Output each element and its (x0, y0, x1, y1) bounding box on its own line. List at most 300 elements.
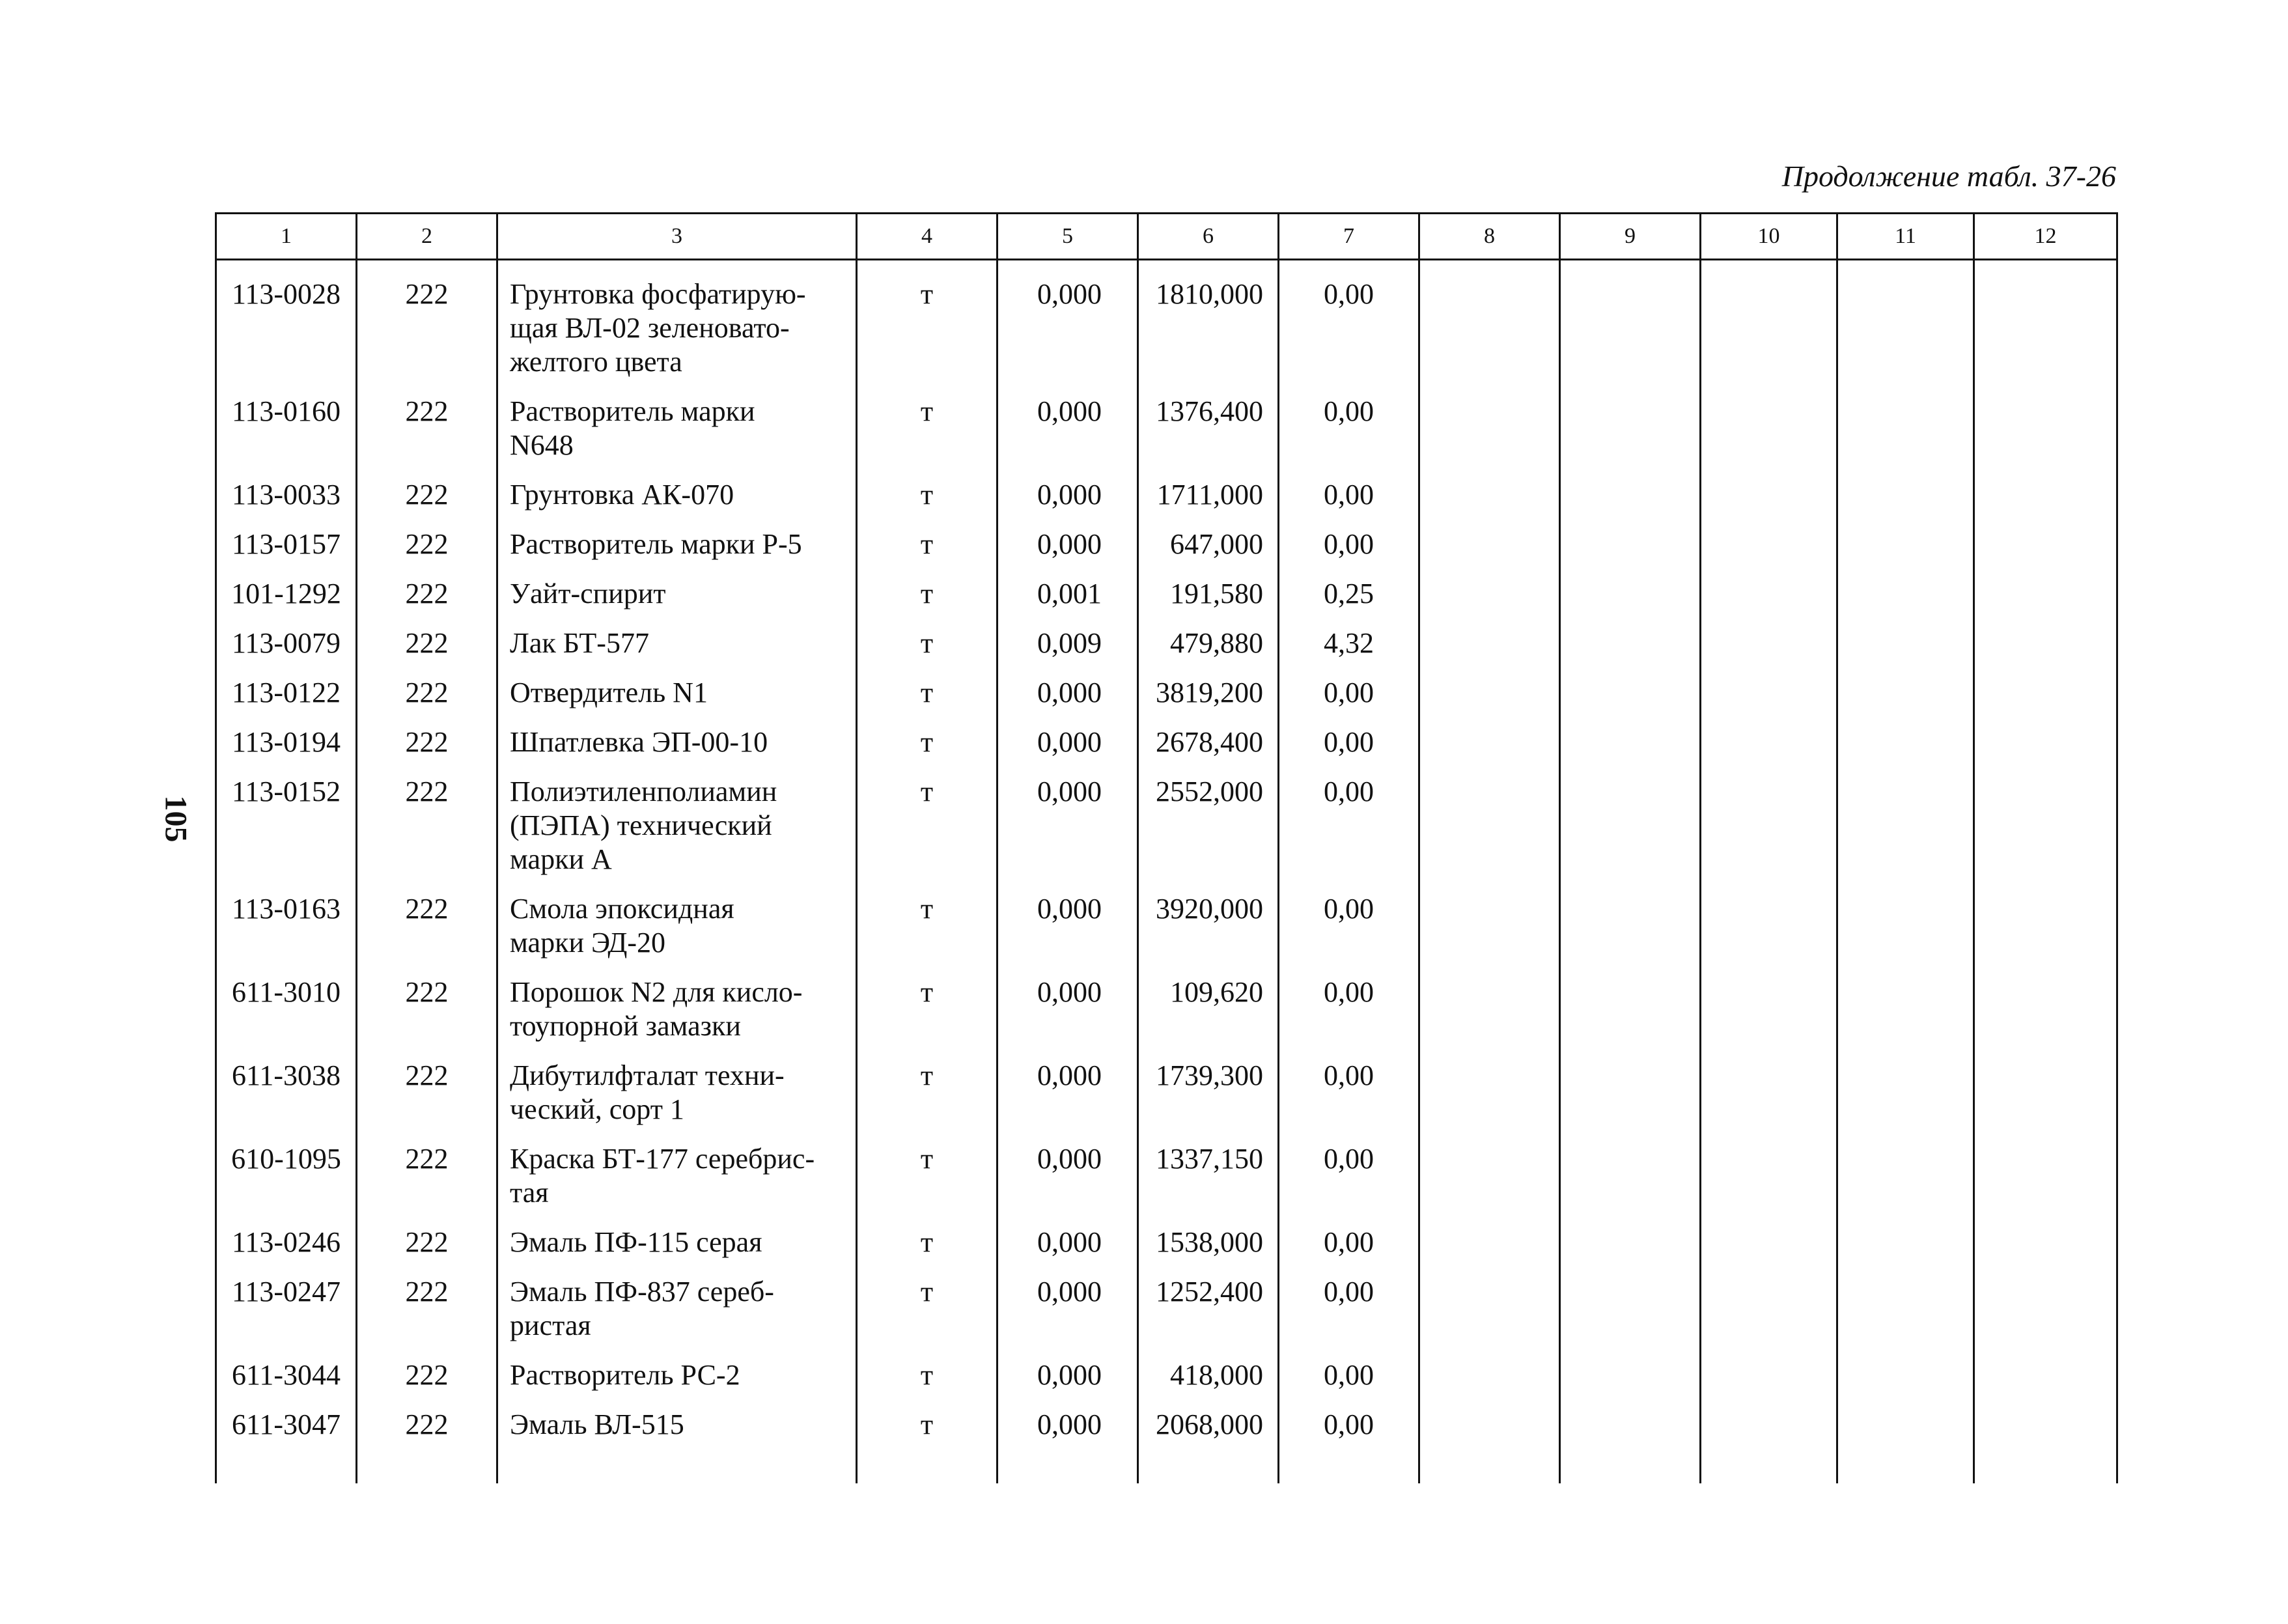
material-code: 610-1095 (231, 1143, 341, 1175)
cost-cell (1279, 395, 1419, 478)
material-code: 113-0194 (231, 726, 341, 758)
empty-cell (857, 1457, 998, 1483)
cost-cell (1279, 1275, 1419, 1358)
empty-cell (1701, 892, 1837, 975)
material-name-cell (497, 775, 857, 892)
unit-price-cell (1138, 260, 1279, 395)
empty-cell (1560, 676, 1701, 725)
column-header: 9 (1560, 214, 1701, 260)
unit-price: 1711,000 (1156, 479, 1263, 511)
group-code: 222 (405, 627, 449, 659)
empty-cell (1560, 892, 1701, 975)
empty-cell (1974, 775, 2117, 892)
empty-cell (1419, 1059, 1560, 1142)
unit: т (920, 1143, 934, 1175)
material-code-cell (216, 395, 357, 478)
empty-cell (1560, 260, 1701, 395)
material-name-cell (497, 1225, 857, 1275)
column-header: 6 (1138, 214, 1279, 260)
unit-price-cell (1138, 1358, 1279, 1408)
empty-cell (1837, 395, 1974, 478)
material-name: Растворитель марки N648 (510, 395, 755, 461)
empty-cell (1701, 260, 1837, 395)
unit: т (920, 578, 934, 609)
material-name-cell (497, 527, 857, 577)
cost: 0,00 (1324, 528, 1374, 560)
empty-cell (1974, 1358, 2117, 1408)
unit: т (920, 1408, 934, 1440)
quantity: 0,001 (1037, 578, 1102, 609)
unit-price: 1252,400 (1156, 1276, 1263, 1308)
unit-price: 191,580 (1170, 578, 1263, 609)
table-row (216, 478, 2117, 527)
material-code: 113-0079 (231, 627, 341, 659)
empty-cell (1701, 975, 1837, 1059)
table-filler-row (216, 1457, 2117, 1483)
empty-cell (1701, 676, 1837, 725)
unit-cell (857, 1408, 998, 1457)
material-name: Лак БТ-577 (510, 627, 649, 659)
unit-price: 3819,200 (1156, 677, 1263, 708)
unit-price: 647,000 (1170, 528, 1263, 560)
group-code: 222 (405, 893, 449, 925)
cost-cell (1279, 1358, 1419, 1408)
cost: 0,00 (1324, 677, 1374, 708)
empty-cell (1419, 1142, 1560, 1225)
unit-cell (857, 260, 998, 395)
empty-cell (1837, 1059, 1974, 1142)
material-name: Эмаль ПФ-837 сереб- ристая (510, 1276, 774, 1341)
table-row (216, 395, 2117, 478)
unit-price-cell (1138, 478, 1279, 527)
unit-cell (857, 395, 998, 478)
table-row (216, 725, 2117, 775)
quantity: 0,000 (1037, 726, 1102, 758)
group-code-cell (357, 1358, 497, 1408)
material-code: 113-0163 (231, 893, 341, 925)
material-code-cell (216, 1142, 357, 1225)
cost: 0,00 (1324, 1408, 1374, 1440)
unit-price: 1739,300 (1156, 1059, 1263, 1091)
group-code: 222 (405, 677, 449, 708)
empty-cell (1419, 775, 1560, 892)
group-code: 222 (405, 578, 449, 609)
group-code: 222 (405, 1059, 449, 1091)
table-row (216, 626, 2117, 676)
empty-cell (1837, 1457, 1974, 1483)
cost: 0,00 (1324, 1359, 1374, 1391)
material-code-cell (216, 1225, 357, 1275)
empty-cell (1701, 1059, 1837, 1142)
quantity: 0,000 (1037, 278, 1102, 310)
material-code: 611-3010 (231, 976, 341, 1008)
material-code-cell (216, 676, 357, 725)
group-code: 222 (405, 1226, 449, 1258)
material-code-cell (216, 577, 357, 626)
quantity-cell (998, 1358, 1138, 1408)
material-code-cell (216, 626, 357, 676)
quantity: 0,000 (1037, 1143, 1102, 1175)
cost-cell (1279, 478, 1419, 527)
empty-cell (1560, 626, 1701, 676)
material-name-cell (497, 1275, 857, 1358)
unit-price-cell (1138, 577, 1279, 626)
table-row (216, 260, 2117, 395)
empty-cell (1974, 1408, 2117, 1457)
quantity: 0,000 (1037, 395, 1102, 427)
cost-cell (1279, 1142, 1419, 1225)
material-code: 113-0157 (231, 528, 341, 560)
quantity: 0,000 (1037, 976, 1102, 1008)
material-code-cell (216, 775, 357, 892)
table-row (216, 1408, 2117, 1457)
empty-cell (998, 1457, 1138, 1483)
quantity: 0,000 (1037, 479, 1102, 511)
unit-price: 109,620 (1170, 976, 1263, 1008)
material-name: Полиэтиленполиамин (ПЭПА) технический марки А (510, 776, 777, 875)
table-row (216, 577, 2117, 626)
unit: т (920, 776, 934, 807)
unit-price: 1810,000 (1156, 278, 1263, 310)
empty-cell (1701, 725, 1837, 775)
group-code-cell (357, 975, 497, 1059)
material-name-cell (497, 626, 857, 676)
empty-cell (1974, 478, 2117, 527)
cost: 0,00 (1324, 726, 1374, 758)
table-caption: Продолжение табл. 37-26 (1781, 160, 2116, 193)
empty-cell (1560, 395, 1701, 478)
cost: 0,00 (1324, 1226, 1374, 1258)
material-code-cell (216, 725, 357, 775)
empty-cell (1419, 676, 1560, 725)
table-row (216, 676, 2117, 725)
material-name: Уайт-спирит (510, 578, 666, 609)
empty-cell (1701, 1275, 1837, 1358)
unit-price: 1376,400 (1156, 395, 1263, 427)
material-name-cell (497, 975, 857, 1059)
unit: т (920, 278, 934, 310)
column-header: 1 (216, 214, 357, 260)
empty-cell (1701, 395, 1837, 478)
material-code: 611-3038 (231, 1059, 341, 1091)
empty-cell (1419, 1457, 1560, 1483)
group-code: 222 (405, 395, 449, 427)
empty-cell (1837, 527, 1974, 577)
unit-cell (857, 1142, 998, 1225)
quantity: 0,000 (1037, 1276, 1102, 1308)
table-row (216, 1358, 2117, 1408)
table-row (216, 975, 2117, 1059)
empty-cell (216, 1457, 357, 1483)
cost-cell (1279, 527, 1419, 577)
empty-cell (1837, 626, 1974, 676)
cost-cell (1279, 1059, 1419, 1142)
column-header: 12 (1974, 214, 2117, 260)
header-row (216, 214, 2117, 260)
unit-price: 3920,000 (1156, 893, 1263, 925)
quantity: 0,000 (1037, 1059, 1102, 1091)
quantity-cell (998, 577, 1138, 626)
cost: 0,00 (1324, 278, 1374, 310)
empty-cell (1701, 1358, 1837, 1408)
cost-cell (1279, 725, 1419, 775)
empty-cell (1837, 676, 1974, 725)
quantity-cell (998, 676, 1138, 725)
unit-price: 2068,000 (1156, 1408, 1263, 1440)
empty-cell (1974, 892, 2117, 975)
unit-price: 2552,000 (1156, 776, 1263, 807)
material-name-cell (497, 1358, 857, 1408)
unit-cell (857, 725, 998, 775)
unit-price-cell (1138, 1408, 1279, 1457)
material-name-cell (497, 478, 857, 527)
cost-cell (1279, 975, 1419, 1059)
group-code: 222 (405, 528, 449, 560)
cost-cell (1279, 1225, 1419, 1275)
material-code-cell (216, 1275, 357, 1358)
empty-cell (1701, 1457, 1837, 1483)
unit-price-cell (1138, 775, 1279, 892)
quantity: 0,000 (1037, 1226, 1102, 1258)
group-code: 222 (405, 1276, 449, 1308)
unit-price-cell (1138, 892, 1279, 975)
empty-cell (1419, 1408, 1560, 1457)
cost: 4,32 (1324, 627, 1374, 659)
column-header: 4 (857, 214, 998, 260)
unit: т (920, 479, 934, 511)
empty-cell (1837, 1142, 1974, 1225)
empty-cell (1560, 775, 1701, 892)
unit-cell (857, 892, 998, 975)
empty-cell (497, 1457, 857, 1483)
unit-cell (857, 975, 998, 1059)
material-code: 101-1292 (231, 578, 341, 609)
empty-cell (1419, 626, 1560, 676)
cost: 0,00 (1324, 479, 1374, 511)
unit-cell (857, 775, 998, 892)
material-code: 113-0033 (231, 479, 341, 511)
unit: т (920, 395, 934, 427)
empty-cell (1419, 260, 1560, 395)
material-code: 611-3044 (231, 1359, 341, 1391)
cost: 0,00 (1324, 776, 1374, 807)
unit-price: 479,880 (1170, 627, 1263, 659)
empty-cell (1560, 1225, 1701, 1275)
material-code-cell (216, 260, 357, 395)
quantity-cell (998, 478, 1138, 527)
material-name-cell (497, 577, 857, 626)
column-header: 2 (357, 214, 497, 260)
column-header: 5 (998, 214, 1138, 260)
material-name-cell (497, 725, 857, 775)
material-code: 611-3047 (231, 1408, 341, 1440)
group-code: 222 (405, 479, 449, 511)
material-name: Отвердитель N1 (510, 677, 708, 708)
quantity-cell (998, 1059, 1138, 1142)
cost-cell (1279, 676, 1419, 725)
table-row (216, 1142, 2117, 1225)
material-name: Грунтовка фосфатирую- щая ВЛ-02 зеленовато- желтого цвета (510, 278, 806, 378)
empty-cell (1974, 395, 2117, 478)
group-code: 222 (405, 1359, 449, 1391)
group-code-cell (357, 260, 497, 395)
empty-cell (1837, 725, 1974, 775)
unit: т (920, 528, 934, 560)
group-code-cell (357, 1225, 497, 1275)
unit-cell (857, 676, 998, 725)
group-code-cell (357, 1275, 497, 1358)
unit-cell (857, 1358, 998, 1408)
unit: т (920, 976, 934, 1008)
empty-cell (1419, 975, 1560, 1059)
unit-price: 1337,150 (1156, 1143, 1263, 1175)
unit: т (920, 1276, 934, 1308)
group-code-cell (357, 478, 497, 527)
group-code-cell (357, 1408, 497, 1457)
empty-cell (1419, 577, 1560, 626)
group-code: 222 (405, 278, 449, 310)
empty-cell (1419, 395, 1560, 478)
material-name: Растворитель РС-2 (510, 1359, 740, 1391)
table-row (216, 527, 2117, 577)
empty-cell (1701, 577, 1837, 626)
unit-price-cell (1138, 1142, 1279, 1225)
column-header: 7 (1279, 214, 1419, 260)
empty-cell (1560, 1142, 1701, 1225)
unit-cell (857, 1059, 998, 1142)
quantity: 0,009 (1037, 627, 1102, 659)
unit-price-cell (1138, 676, 1279, 725)
cost-cell (1279, 892, 1419, 975)
empty-cell (1419, 725, 1560, 775)
empty-cell (1837, 1225, 1974, 1275)
group-code: 222 (405, 976, 449, 1008)
group-code-cell (357, 725, 497, 775)
column-header: 11 (1837, 214, 1974, 260)
empty-cell (1974, 1457, 2117, 1483)
cost-cell (1279, 626, 1419, 676)
material-code-cell (216, 1059, 357, 1142)
quantity-cell (998, 626, 1138, 676)
material-code-cell (216, 892, 357, 975)
material-code: 113-0122 (231, 677, 341, 708)
material-code: 113-0152 (231, 776, 341, 807)
material-name-cell (497, 676, 857, 725)
column-header: 10 (1701, 214, 1837, 260)
empty-cell (1419, 527, 1560, 577)
unit-price: 2678,400 (1156, 726, 1263, 758)
empty-cell (1701, 1142, 1837, 1225)
quantity-cell (998, 975, 1138, 1059)
unit-price: 1538,000 (1156, 1226, 1263, 1258)
empty-cell (1279, 1457, 1419, 1483)
empty-cell (1974, 260, 2117, 395)
empty-cell (1837, 1408, 1974, 1457)
empty-cell (1419, 1358, 1560, 1408)
empty-cell (1419, 1225, 1560, 1275)
quantity-cell (998, 725, 1138, 775)
table-row (216, 1225, 2117, 1275)
group-code-cell (357, 892, 497, 975)
material-name: Смола эпоксидная марки ЭД-20 (510, 893, 734, 959)
cost-cell (1279, 260, 1419, 395)
empty-cell (1837, 577, 1974, 626)
cost: 0,00 (1324, 1276, 1374, 1308)
unit-price-cell (1138, 1059, 1279, 1142)
empty-cell (1560, 725, 1701, 775)
unit-price-cell (1138, 975, 1279, 1059)
unit: т (920, 1359, 934, 1391)
group-code-cell (357, 1142, 497, 1225)
material-name-cell (497, 1142, 857, 1225)
material-name-cell (497, 395, 857, 478)
material-code-cell (216, 527, 357, 577)
material-name: Краска БТ-177 серебрис- тая (510, 1143, 815, 1209)
cost-cell (1279, 775, 1419, 892)
group-code: 222 (405, 776, 449, 807)
empty-cell (1974, 626, 2117, 676)
group-code-cell (357, 775, 497, 892)
empty-cell (1560, 478, 1701, 527)
empty-cell (1837, 260, 1974, 395)
unit-cell (857, 478, 998, 527)
empty-cell (1974, 676, 2117, 725)
material-name: Дибутилфталат техни- ческий, сорт 1 (510, 1059, 785, 1125)
unit: т (920, 677, 934, 708)
empty-cell (1701, 626, 1837, 676)
empty-cell (1701, 1408, 1837, 1457)
unit-price-cell (1138, 527, 1279, 577)
material-name: Растворитель марки Р-5 (510, 528, 802, 560)
cost: 0,25 (1324, 578, 1374, 609)
empty-cell (1560, 1059, 1701, 1142)
column-header: 8 (1419, 214, 1560, 260)
group-code-cell (357, 626, 497, 676)
quantity-cell (998, 1225, 1138, 1275)
material-code-cell (216, 975, 357, 1059)
page-number: 105 (158, 795, 193, 843)
empty-cell (1138, 1457, 1279, 1483)
unit-price: 418,000 (1170, 1359, 1263, 1391)
unit-price-cell (1138, 395, 1279, 478)
empty-cell (1974, 1275, 2117, 1358)
cost-cell (1279, 1408, 1419, 1457)
group-code: 222 (405, 1408, 449, 1440)
cost: 0,00 (1324, 893, 1374, 925)
quantity-cell (998, 892, 1138, 975)
material-code-cell (216, 1358, 357, 1408)
quantity: 0,000 (1037, 677, 1102, 708)
group-code-cell (357, 527, 497, 577)
unit-price-cell (1138, 626, 1279, 676)
material-code: 113-0160 (231, 395, 341, 427)
empty-cell (1837, 892, 1974, 975)
material-name: Эмаль ПФ-115 серая (510, 1226, 762, 1258)
empty-cell (1560, 1457, 1701, 1483)
material-name-cell (497, 1059, 857, 1142)
quantity: 0,000 (1037, 776, 1102, 807)
quantity-cell (998, 527, 1138, 577)
empty-cell (1701, 1225, 1837, 1275)
empty-cell (1560, 1275, 1701, 1358)
material-name-cell (497, 892, 857, 975)
quantity: 0,000 (1037, 528, 1102, 560)
empty-cell (1419, 478, 1560, 527)
material-name: Порошок N2 для кисло- тоупорной замазки (510, 976, 803, 1042)
empty-cell (1560, 1408, 1701, 1457)
material-code-cell (216, 478, 357, 527)
materials-table (215, 212, 2118, 1483)
